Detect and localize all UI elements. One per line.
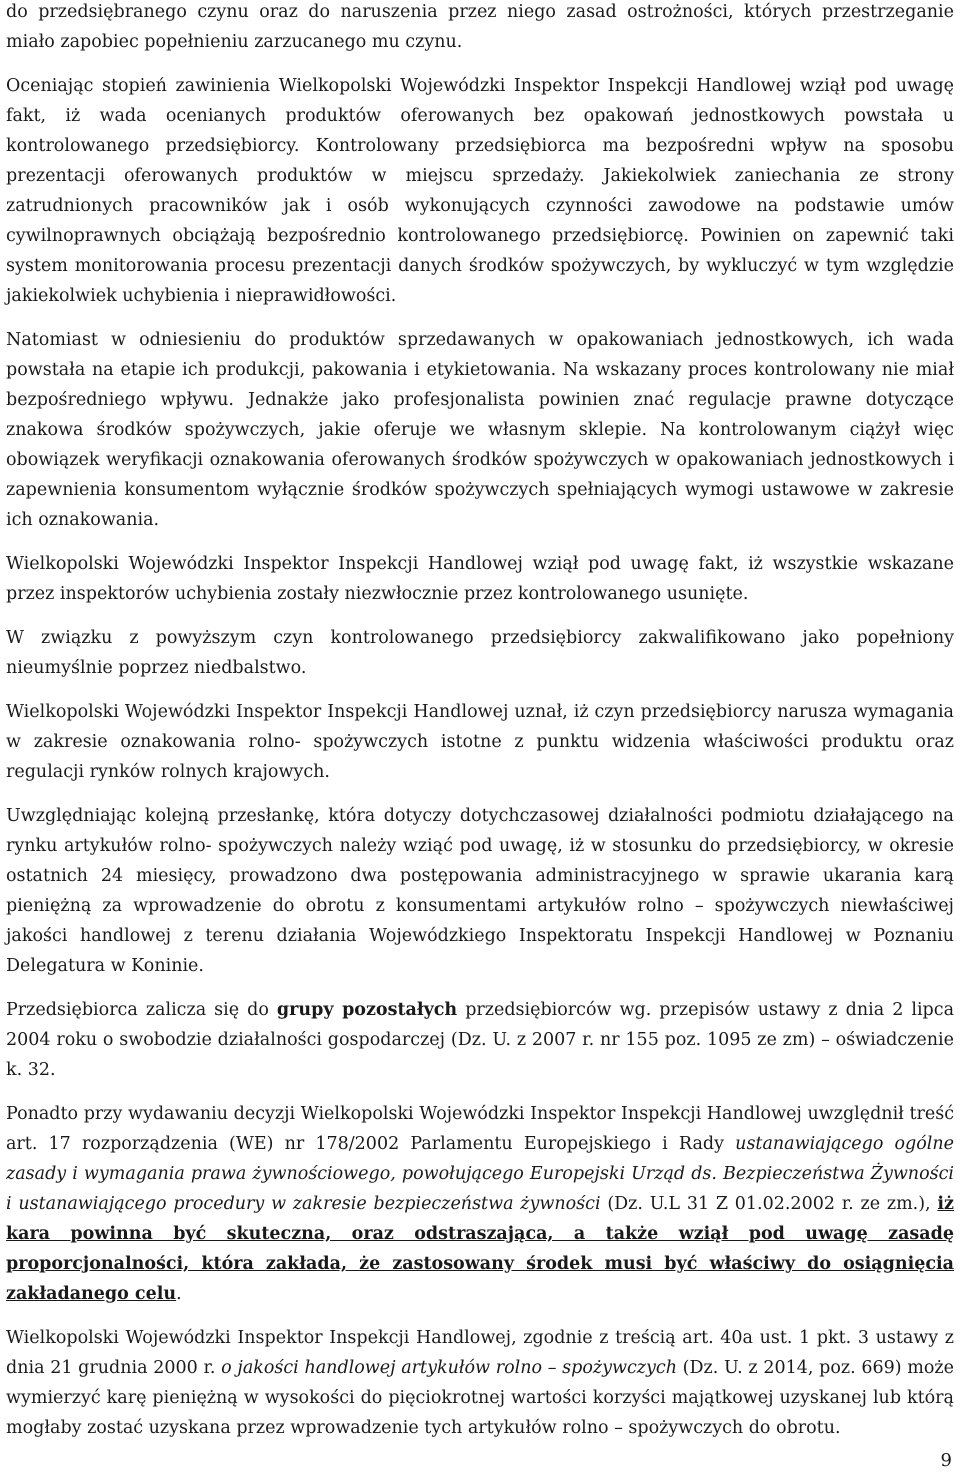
paragraph-labelling-violation: Wielkopolski Wojewódzki Inspektor Inspekcji Handlowej uznał, iż czyn przedsiębiorcy narusza wymagania w zakresie oznakowania rolno- spożywczych istotne z punktu widzenia właściwości produktu oraz regulacji rynków rolnych krajowych. [6, 702, 954, 782]
bold-text: grupy pozostałych [276, 1000, 458, 1020]
paragraph-penalty-basis [6, 1323, 954, 1443]
paragraph-eu-regulation [6, 1099, 954, 1309]
paragraph-packaged-products: Natomiast w odniesieniu do produktów sprzedawanych w opakowaniach jednostkowych, ich wada powstała na etapie ich produkcji, pakowania i etykietowania. Na wskazany proces kontrolowany nie miał bezpośredniego wpływu. Jednakże jako profesjonalista powinien znać regulacje prawne dotyczące znakowa środków spożywczych, jakie oferuje we własnym sklepie. Na kontrolowanym ciążył więc obowiązek weryfikacji oznakowania oferowanych środków spożywczych w opakowaniach jednostkowych i zapewnienia konsumentom wyłącznie środków spożywczych spełniających wymogi ustawowe w zakresie ich oznakowania. [6, 330, 954, 530]
text-segment: Wielkopolski Wojewódzki Inspektor Inspekcji Handlowej, zgodnie z treścią art. 40a ust. 1 pkt. 3 ustawy z dnia 21 grudnia 2000 r. [6, 1328, 954, 1378]
paragraph-qualification: W związku z powyższym czyn kontrolowanego przedsiębiorcy zakwalifikowano jako popełniony nieumyślnie poprzez niedbalstwo. [6, 628, 954, 678]
text-segment: przedsiębiorców wg. przepisów ustawy z dnia 2 lipca 2004 roku o swobodzie działalności gospodarczej (Dz. U. z 2007 r. nr 155 poz. 1095 ze zm) – oświadczenie k. 32. [6, 1000, 954, 1080]
document-page [6, 0, 954, 1457]
bold-underlined-text: iż kara powinna być skuteczna, oraz odstraszająca, a także wziął pod uwagę zasadę proporcjonalności, która zakłada, że zastosowany środek musi być właściwy do osiągnięcia zakładanego celu [6, 1194, 954, 1304]
text-segment: (Dz. U. z 2014, poz. 669) może wymierzyć karę pieniężną w wysokości do pięciokrotnej wartości korzyści majątkowej uzyskanej lub którą mogłaby zostać uzyskana przez wprowadzenie tych artykułów rolno – spożywczych do obrotu. [6, 1358, 954, 1438]
page-number: 9 [940, 1450, 952, 1471]
paragraph-continuation: do przedsiębranego czynu oraz do naruszenia przez niego zasad ostrożności, których przestrzeganie miało zapobiec popełnieniu zarzucanego mu czynu. [6, 2, 954, 52]
text-segment: (Dz. U.L 31 Z 01.02.2002 r. ze zm.), [600, 1194, 938, 1214]
italic-regulation-title: ustanawiającego ogólne zasady i wymagania prawa żywnościowego, powołującego Europejski Urząd ds. Bezpieczeństwa Żywności i ustanawiającego procedury w zakresie bezpieczeństwa żywności [6, 1134, 954, 1214]
paragraph-culpability-assessment: Oceniając stopień zawinienia Wielkopolski Wojewódzki Inspektor Inspekcji Handlowej wziął pod uwagę fakt, iż wada ocenianych produktów oferowanych bez opakowań jednostkowych powstała u kontrolowanego przedsiębiorcy. Kontrolowany przedsiębiorca ma bezpośredni wpływ na sposobu prezentacji oferowanych produktów w miejscu sprzedaży. Jakiekolwiek zaniechania ze strony zatrudnionych pracowników jak i osób wykonujących czynności zawodowe na podstawie umów cywilnoprawnych obciążają bezpośrednio kontrolowanego przedsiębiorcę. Powinien on zapewnić taki system monitorowania procesu prezentacji danych środków spożywczych, by wykluczyć w tym względzie jakiekolwiek uchybienia i nieprawidłowości. [6, 76, 954, 306]
text-segment: Ponadto przy wydawaniu decyzji Wielkopolski Wojewódzki Inspektor Inspekcji Handlowej uwzględnił treść art. 17 rozporządzenia (WE) nr 178/2002 Parlamentu Europejskiego i Rady [6, 1104, 954, 1154]
text-segment: . [176, 1284, 182, 1304]
text-segment: Przedsiębiorca zalicza się do [6, 1000, 277, 1020]
paragraph-enterprise-group [6, 995, 954, 1085]
paragraph-prior-proceedings: Uwzględniając kolejną przesłankę, która dotyczy dotychczasowej działalności podmiotu działającego na rynku artykułów rolno- spożywczych należy wziąć pod uwagę, iż w stosunku do przedsiębiorcy, w okresie ostatnich 24 miesięcy, prowadzono dwa postępowania administracyjnego w sprawie ukarania karą pieniężną za wprowadzenie do obrotu z konsumentami artykułów rolno – spożywczych niewłaściwej jakości handlowej z terenu działania Wojewódzkiego Inspektoratu Inspekcji Handlowej w Poznaniu Delegatura w Koninie. [6, 806, 954, 976]
paragraph-remedied-irregularities: Wielkopolski Wojewódzki Inspektor Inspekcji Handlowej wziął pod uwagę fakt, iż wszystkie wskazane przez inspektorów uchybienia zostały niezwłocznie przez kontrolowanego usunięte. [6, 554, 954, 604]
italic-act-title: o jakości handlowej artykułów rolno – spożywczych [221, 1358, 677, 1378]
